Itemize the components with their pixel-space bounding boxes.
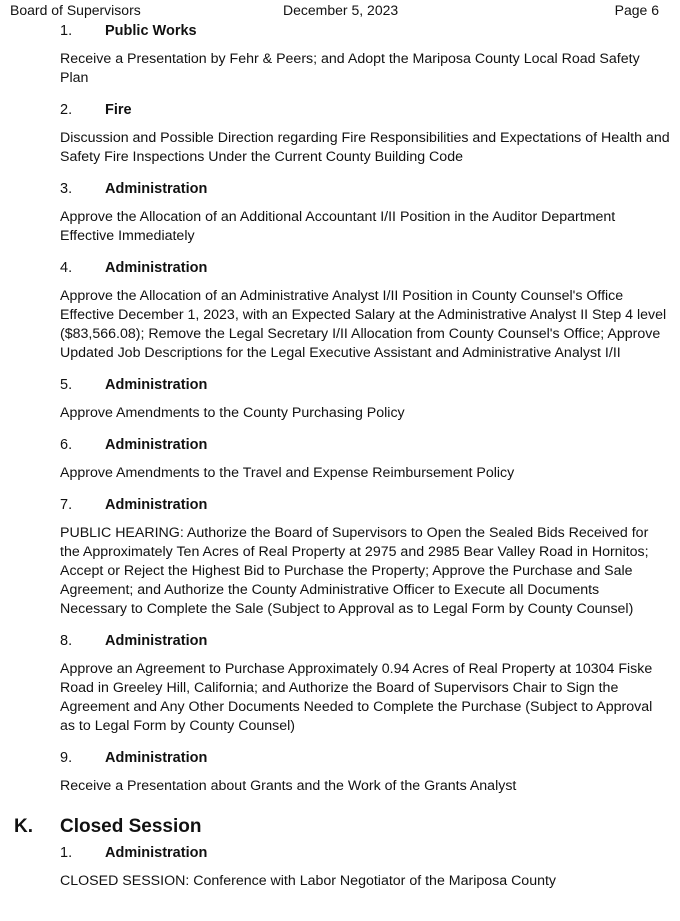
section-letter: K. xyxy=(14,816,33,837)
agenda-item-heading xyxy=(0,630,680,652)
agenda-items-list xyxy=(0,20,680,796)
agenda-content xyxy=(0,20,680,891)
item-number: 4. xyxy=(60,260,73,276)
item-description: Receive a Presentation about Grants and the Work of the Grants Analyst xyxy=(60,778,517,794)
item-category: Administration xyxy=(105,497,208,513)
item-description: CLOSED SESSION: Conference with Labor Negotiator of the Mariposa County xyxy=(60,873,557,889)
item-number: 1. xyxy=(60,845,73,861)
item-description: PUBLIC HEARING: Authorize the Board of Supervisors to Open the Sealed Bids Received for the Approximately Ten Acres of Real Property at 2975 and 2985 Bear Valley Road in Hornitos; Accept or Reject the Highest Bid to Purchase the Property; Approve the Purchase and Sale Agreement; and Authorize the County Administrative Officer to Execute all Documents Necessary to Complete the Sale (Subject to Approval as to Legal Form by County Counsel) xyxy=(60,525,649,617)
agenda-item-heading xyxy=(0,178,680,200)
item-category: Administration xyxy=(105,845,208,861)
item-description: Approve Amendments to the County Purchasing Policy xyxy=(60,405,405,421)
header-date: December 5, 2023 xyxy=(283,2,399,18)
item-category: Administration xyxy=(105,633,208,649)
item-number: 8. xyxy=(60,633,73,649)
item-category: Public Works xyxy=(105,23,197,39)
item-number: 3. xyxy=(60,181,73,197)
page-header xyxy=(0,0,680,20)
agenda-item-heading xyxy=(0,494,680,516)
item-number: 7. xyxy=(60,497,73,513)
item-number: 9. xyxy=(60,750,73,766)
item-description: Approve an Agreement to Purchase Approximately 0.94 Acres of Real Property at 10304 Fiske Road in Greeley Hill, California; and Authorize the Board of Supervisors Chair to Sign the Agreement and Any Other Documents Needed to Complete the Purchase (Subject to Approval as to Legal Form by County Counsel) xyxy=(60,661,653,734)
header-page-number: Page 6 xyxy=(614,2,659,18)
section-items-list xyxy=(0,842,680,891)
item-description: Receive a Presentation by Fehr & Peers; and Adopt the Mariposa County Local Road Safety Plan xyxy=(60,51,640,86)
item-category: Administration xyxy=(105,437,208,453)
item-category: Administration xyxy=(105,181,208,197)
agenda-item-heading xyxy=(0,374,680,396)
item-category: Administration xyxy=(105,750,208,766)
section-title: Closed Session xyxy=(60,816,202,837)
header-board-name: Board of Supervisors xyxy=(10,2,141,18)
agenda-item-heading xyxy=(0,99,680,121)
item-number: 1. xyxy=(60,23,73,39)
item-description: Discussion and Possible Direction regarding Fire Responsibilities and Expectations of Health and Safety Fire Inspections Under the Current County Building Code xyxy=(60,130,670,165)
item-description: Approve Amendments to the Travel and Expense Reimbursement Policy xyxy=(60,465,515,481)
item-category: Administration xyxy=(105,260,208,276)
item-number: 6. xyxy=(60,437,73,453)
item-description: Approve the Allocation of an Administrative Analyst I/II Position in County Counsel's Office Effective December 1, 2023, with an Expected Salary at the Administrative Analyst II Step 4 level ($83,566.08); Remove the Legal Secretary I/II Allocation from County Counsel's Office; Approve Updated Job Descriptions for the Legal Executive Assistant and Administrative Analyst I/II xyxy=(60,288,667,361)
item-description: Approve the Allocation of an Additional Accountant I/II Position in the Auditor Department Effective Immediately xyxy=(60,209,616,244)
item-category: Fire xyxy=(105,102,132,118)
item-number: 2. xyxy=(60,102,73,118)
agenda-item-heading xyxy=(0,747,680,769)
agenda-item-heading xyxy=(0,257,680,279)
agenda-item-heading xyxy=(0,842,680,864)
agenda-item-heading xyxy=(0,20,680,42)
item-number: 5. xyxy=(60,377,73,393)
item-category: Administration xyxy=(105,377,208,393)
agenda-item-heading xyxy=(0,434,680,456)
section-heading xyxy=(0,812,680,842)
